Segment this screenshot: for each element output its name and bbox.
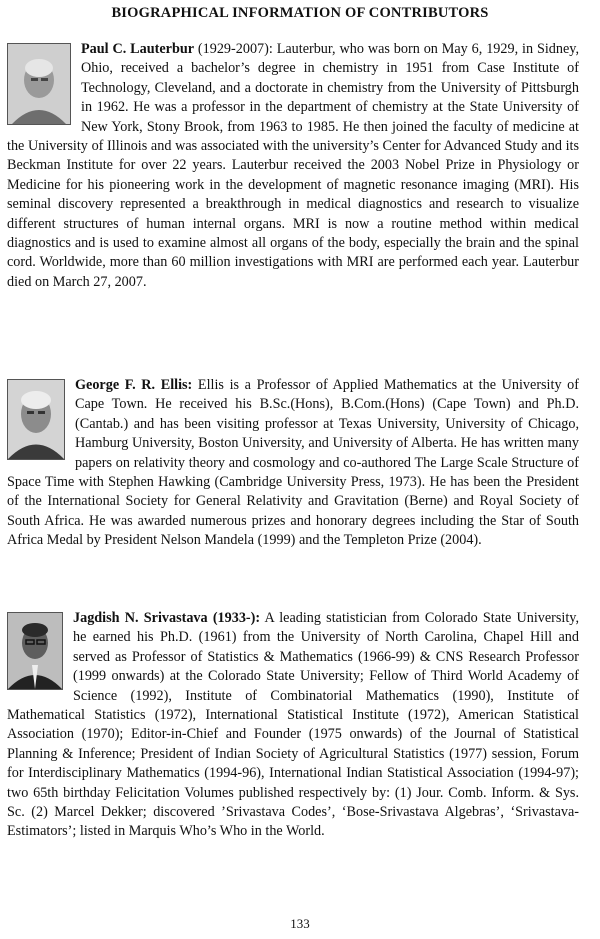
contributor-name: George F. R. Ellis: [75, 377, 193, 393]
portrait-photo-icon [7, 43, 71, 125]
contributor-name: Paul C. Lauterbur [81, 41, 195, 57]
portrait-photo-icon [7, 379, 65, 460]
contributor-bio: (1929-2007): Lauterbur, who was born on May 6, 1929, in Sidney, Ohio, received a bachelor’s degree in chemistry in 1951 from Case Institute of Technology, Cleveland, and a doctorate in chemistry from the University of Pittsburgh in 1962. He was a professor in the department of chemistry at the State University of New York, Stony Brook, from 1963 to 1985. He then joined the faculty of medicine at the University of Illinois and was associated with the university’s Center for Advanced Study and its Beckman Institute for over 22 years. Lauterbur received the 2003 Nobel Prize in Physiology or Medicine for his pioneering work in the development of magnetic resonance imaging (MRI). His seminal discovery represented a breakthrough in medical diagnostics and research to visualize different structures of human internal organs. MRI is now a routine method within medical diagnostics and is used to examine almost all organs of the body, especially the brain and the spinal cord. Worldwide, more than 60 million investigations with MRI are performed each year. Lauterbur died on March 27, 2007. [7, 41, 580, 290]
contributor-entry-ellis [7, 376, 579, 551]
portrait-photo-icon [7, 612, 63, 690]
page-title: BIOGRAPHICAL INFORMATION OF CONTRIBUTORS [111, 5, 489, 21]
page-number: 133 [290, 916, 310, 931]
contributor-bio: Ellis is a Professor of Applied Mathematics at the University of Cape Town. He received his B.Sc.(Hons), B.Com.(Hons) (Cape Town) and Ph.D. (Cantab.) and has been visiting professor at Texas University, University of Chicago, Hamburg University, Boston University, and University of Alberta. He has written many papers on relativity theory and cosmology and co-authored The Large Scale Structure of Space Time with Stephen Hawking (Cambridge University Press, 1973). He has been the President of the International Society for General Relativity and Gravitation (Berne) and Royal Society of South Africa. He was awarded numerous prizes and honorary degrees including the Star of South Africa Medal by President Nelson Mandela (1999) and the Templeton Prize (2004). [7, 377, 579, 549]
contributor-bio: A leading statistician from Colorado State University, he earned his Ph.D. (1961) from the University of North Carolina, Chapel Hill and served as Professor of Statistics & Mathematics (1966-99) & CNS Research Professor (1999 onwards) at the Colorado State University; Fellow of Third World Academy of Science (1992), Institute of Combinatorial Mathematics (1990), Institute of Mathematical Statistics (1972), International Statistical Institute (1972), American Statistical Association (1970); Editor-in-Chief and Founder (1975 onwards) of the Journal of Statistical Planning & Inference; President of Indian Society of Agricultural Statistics (1977) session, Forum for Interdisciplinary Mathematics (1994-96), International Indian Statistical Association (1994-97); two 65th birthday Felicitation Volumes published respectively by: (1) Jour. Comb. Inform. & Sys. Sc. (2) Marcel Dekker; discovered ’Srivastava Codes’, ‘Bose-Srivastava Algebras’, ‘Srivastava-Estimators’; listed in Marquis Who’s Who in the World. [7, 610, 579, 840]
contributor-name: Jagdish N. Srivastava (1933-): [73, 610, 261, 626]
contributor-entry-lauterbur [7, 40, 579, 292]
contributor-entry-srivastava [7, 609, 579, 842]
